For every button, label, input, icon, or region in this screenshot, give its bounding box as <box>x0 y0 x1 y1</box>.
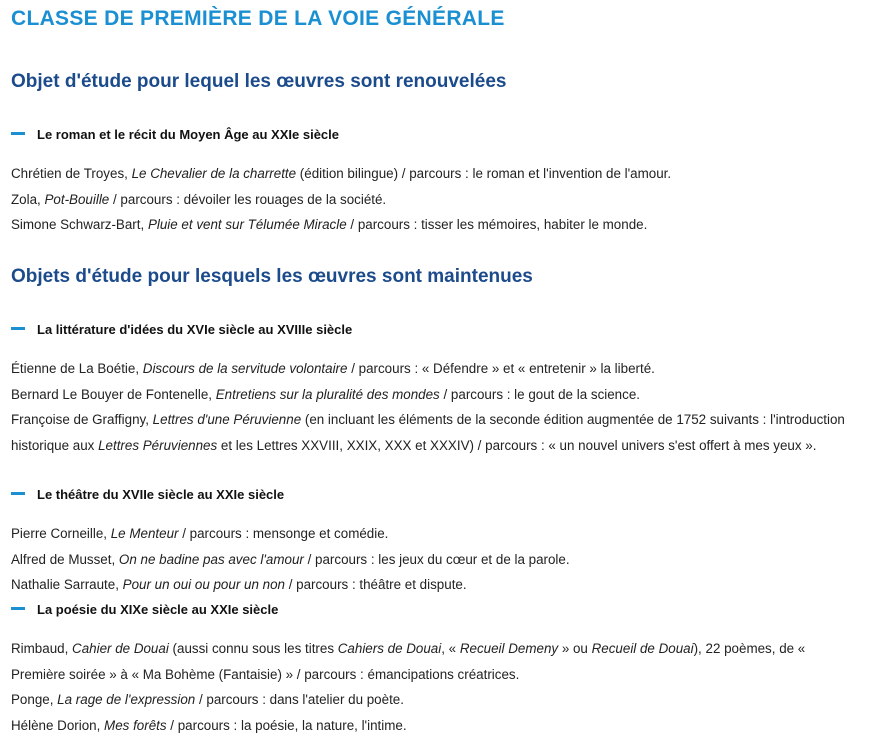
work-entry: Rimbaud, Cahier de Douai (aussi connu sous les titres Cahiers de Douai, « Recueil Demeny » ou Recueil de Douai), 22 poèmes, de « Première soirée » à « Ma Bohème (Fantaisie) » / parcours : émancipations créatrices. <box>11 641 806 682</box>
work-entry: Chrétien de Troyes, Le Chevalier de la charrette (édition bilingue) / parcours : le roman et l'invention de l'amour. <box>11 166 672 181</box>
work-title: Pot-Bouille <box>44 191 110 207</box>
work-title: La rage de l'expression <box>57 692 196 707</box>
section-title-maintained: Objets d'étude pour lesquels les œuvres sont maintenues <box>11 266 533 287</box>
subsection-label: Le théâtre du XVIIe siècle au XXIe siècle <box>37 486 285 502</box>
work-title: Cahiers de Douai <box>337 641 442 656</box>
work-title: Recueil Demeny <box>459 641 559 656</box>
work-title: Pluie et vent sur Télumée Miracle <box>147 217 347 232</box>
work-entry: Pierre Corneille, Le Menteur / parcours : mensonge et comédie. <box>11 526 389 541</box>
work-entry: Alfred de Musset, On ne badine pas avec l'amour / parcours : les jeux du cœur et de la parole. <box>11 551 570 567</box>
work-entry: Nathalie Sarraute, Pour un oui ou pour un non / parcours : théâtre et dispute. <box>11 577 467 592</box>
subsection-header-idees <box>11 320 352 338</box>
work-title: Pour un oui ou pour un non <box>122 577 285 592</box>
work-title: Le Menteur <box>110 526 179 541</box>
work-title: Lettres Péruviennes <box>98 437 218 453</box>
work-entry: Hélène Dorion, Mes forêts / parcours : la poésie, la nature, l'intime. <box>11 717 407 733</box>
subsection-label: La poésie du XIXe siècle au XXIe siècle <box>37 601 279 617</box>
section-title-renewed: Objet d'étude pour lequel les œuvres sont renouvelées <box>11 71 507 92</box>
work-entry: Françoise de Graffigny, Lettres d'une Péruvienne (en incluant les éléments de la seconde édition augmentée de 1752 suivants : l'introduction historique aux Lettres Péruviennes et les Lettres XXVIII, XXIX, XXX et XXXIV) / parcours : « un nouvel univers s'est offert à mes yeux ». <box>11 412 845 453</box>
subsection-header-theatre <box>11 485 284 503</box>
work-entry: Étienne de La Boétie, Discours de la servitude volontaire / parcours : « Défendre » et « entretenir » la liberté. <box>11 361 655 376</box>
work-title: Lettres d'une Péruvienne <box>152 412 302 427</box>
subsection-label: La littérature d'idées du XVIe siècle au XVIIIe siècle <box>37 321 353 337</box>
subsection-header-roman <box>11 125 339 143</box>
work-title: On ne badine pas avec l'amour <box>118 551 304 567</box>
work-list-poesie <box>11 636 861 738</box>
work-title: Mes forêts <box>104 717 167 733</box>
page-title: CLASSE DE PREMIÈRE DE LA VOIE GÉNÉRALE <box>11 7 505 30</box>
work-title: Cahier de Douai <box>72 641 169 656</box>
work-title: Le Chevalier de la charrette <box>131 166 297 181</box>
work-entry: Ponge, La rage de l'expression / parcours : dans l'atelier du poète. <box>11 692 404 707</box>
subsection-label: Le roman et le récit du Moyen Âge au XXIe siècle <box>37 126 339 142</box>
work-list-idees <box>11 356 861 458</box>
work-entry: Simone Schwarz-Bart, Pluie et vent sur Télumée Miracle / parcours : tisser les mémoires, habiter le monde. <box>11 217 648 232</box>
work-entry: Bernard Le Bouyer de Fontenelle, Entretiens sur la pluralité des mondes / parcours : le gout de la science. <box>11 386 640 402</box>
subsection-header-poesie <box>11 600 278 618</box>
work-list-roman <box>11 161 861 238</box>
dash-marker-icon <box>11 327 25 330</box>
dash-marker-icon <box>11 132 25 135</box>
work-title: Entretiens sur la pluralité des mondes <box>215 386 440 402</box>
work-list-theatre <box>11 521 861 598</box>
dash-marker-icon <box>11 492 25 495</box>
dash-marker-icon <box>11 607 25 610</box>
work-entry: Zola, Pot-Bouille / parcours : dévoiler les rouages de la société. <box>11 191 387 207</box>
work-title: Discours de la servitude volontaire <box>142 361 348 376</box>
work-title: Recueil de Douai <box>591 641 694 656</box>
